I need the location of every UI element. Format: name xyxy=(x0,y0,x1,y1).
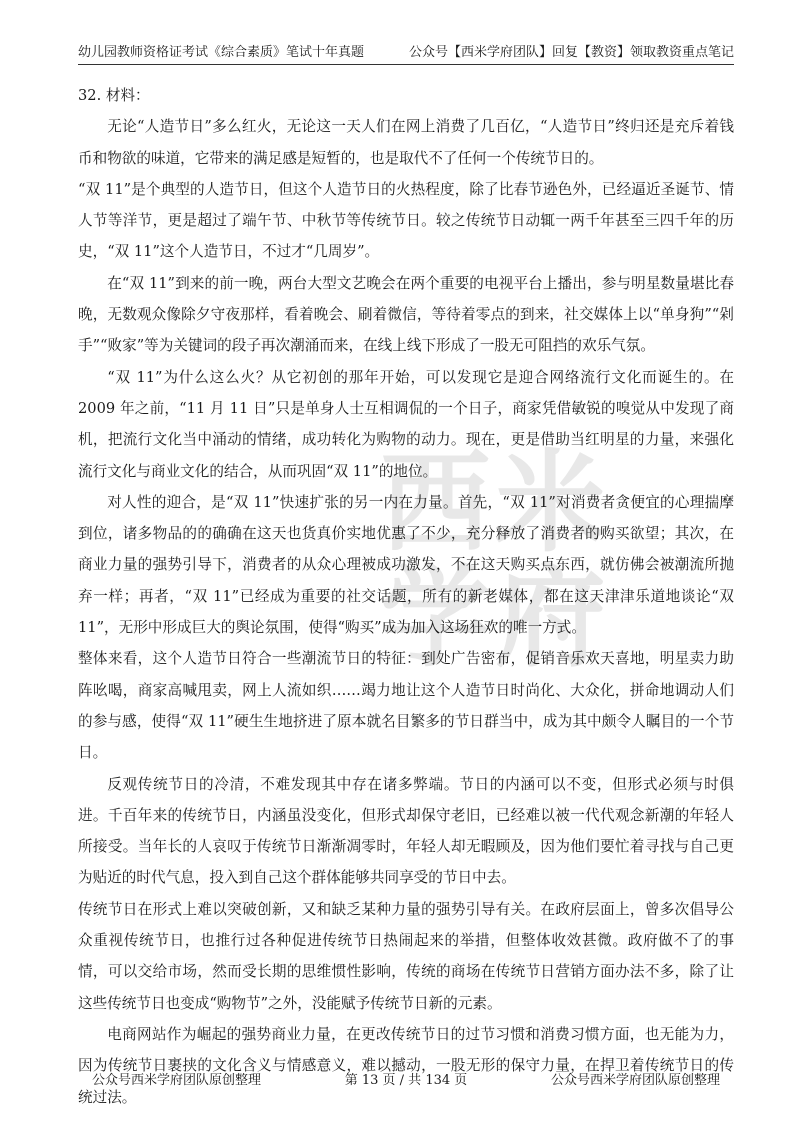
footer-right: 公众号西米学府团队原创整理 xyxy=(550,1073,720,1088)
paragraph: 整体来看，这个人造节日符合一些潮流节日的特征：到处广告密布，促销音乐欢天喜地，明星卖力助阵吆喝，商家高喊甩卖，网上人流如织……竭力地让这个人造节日时尚化、大众化，拼命地调动人们的参与感，使得“双 11”硬生生地挤进了原本就名目繁多的节日群当中，成为其中颇令人瞩目的一个节日。 xyxy=(78,650,734,762)
paragraph: 传统节日在形式上难以突破创新，又和缺乏某种力量的强势引导有关。在政府层面上，曾多次倡导公众重视传统节日，也推行过各种促进传统节日热闹起来的举措，但整体收效甚微。政府做不了的事情，可以交给市场，然而受长期的思维惯性影响，传统的商场在传统节日营销方面办法不多，除了让这些传统节日也变成“购物节”之外，没能赋予传统节日新的元素。 xyxy=(78,900,734,1012)
paragraph: 对人性的迎合，是“双 11”快速扩张的另一内在力量。首先，“双 11”对消费者贪便宜的心理揣摩到位，诸多物品的的确确在这天也货真价实地优惠了不少，充分释放了消费者的购买欲望；其次，在商业力量的强势引导下，消费者的从众心理被成功激发，不在这天购买点东西，就仿佛会被潮流所抛弃一样；再者，“双 11”已经成为重要的社交话题，所有的新老媒体，都在这天津津乐道地谈论“双 11”，无形中形成巨大的舆论氛围，使得“购买”成为加入这场狂欢的唯一方式。 xyxy=(78,493,734,637)
paragraph: 电商网站作为崛起的强势商业力量，在更改传统节日的过节习惯和消费习惯方面，也无能为力，因为传统节日裹挟的文化含义与情感意义，难以撼动，一股无形的保守力量，在捍卫着传统节日的传统过法。 xyxy=(78,1025,734,1106)
question-label: 32. 材料： xyxy=(78,87,150,104)
paragraph: 无论“人造节日”多么红火，无论这一天人们在网上消费了几百亿，“人造节日”终归还是充斥着钱币和物欲的味道，它带来的满足感是短暂的，也是取代不了任何一个传统节日的。 xyxy=(78,118,734,167)
watermark-char: 学 xyxy=(380,554,491,682)
page-header xyxy=(78,38,734,65)
paragraph: 在“双 11”到来的前一晚，两台大型文艺晚会在两个重要的电视平台上播出，参与明星数量堪比春晚，无数观众像除夕守夜那样，看着晚会、刷着微信，等待着零点的到来，社交媒体上以“单身狗”“剁手”“败家”等为关键词的段子再次潮涌而来，在线上线下形成了一股无可阻挡的欢乐气氛。 xyxy=(78,274,734,355)
header-right-notice: 公众号【西米学府团队】回复【教资】领取教资重点笔记 xyxy=(408,45,734,60)
document-body xyxy=(78,80,734,1113)
header-left-title: 幼儿园教师资格证考试《综合素质》笔试十年真题 xyxy=(78,45,365,60)
paragraph: “双 11”是个典型的人造节日，但这个人造节日的火热程度，除了比春节逊色外，已经逼近圣诞节、情人节等洋节，更是超过了端午节、中秋节等传统节日。较之传统节日动辄一两千年甚至三四千年的历史，“双 11”这个人造节日，不过才“几周岁”。 xyxy=(78,180,734,261)
watermark-char: 府 xyxy=(495,554,606,682)
page-number: 第 13 页 / 共 134 页 xyxy=(344,1073,468,1088)
footer-left: 公众号西米学府团队原创整理 xyxy=(92,1073,262,1088)
watermark-char: 西 xyxy=(380,439,491,567)
paragraph: “双 11”为什么这么火？从它初创的那年开始，可以发现它是迎合网络流行文化而诞生的。在 2009 年之前，“11 月 11 日”只是单身人士互相调侃的一个日子，商家凭借敏锐的嗅觉从中发现了商机，把流行文化当中涌动的情绪，成功转化为购物的动力。现在，更是借助当红明星的力量，来强化流行文化与商业文化的结合，从而巩固“双 11”的地位。 xyxy=(78,368,734,480)
watermark-char: 米 xyxy=(495,439,606,567)
paragraph: 反观传统节日的冷清，不难发现其中存在诸多弊端。节日的内涵可以不变，但形式必须与时俱进。千百年来的传统节日，内涵虽没变化，但形式却保守老旧，已经难以被一代代观念新潮的年轻人所接受。当年长的人哀叹于传统节日渐渐凋零时，年轻人却无暇顾及，因为他们要忙着寻找与自己更为贴近的时代气息，投入到自己这个群体能够共同享受的节日中去。 xyxy=(78,775,734,887)
